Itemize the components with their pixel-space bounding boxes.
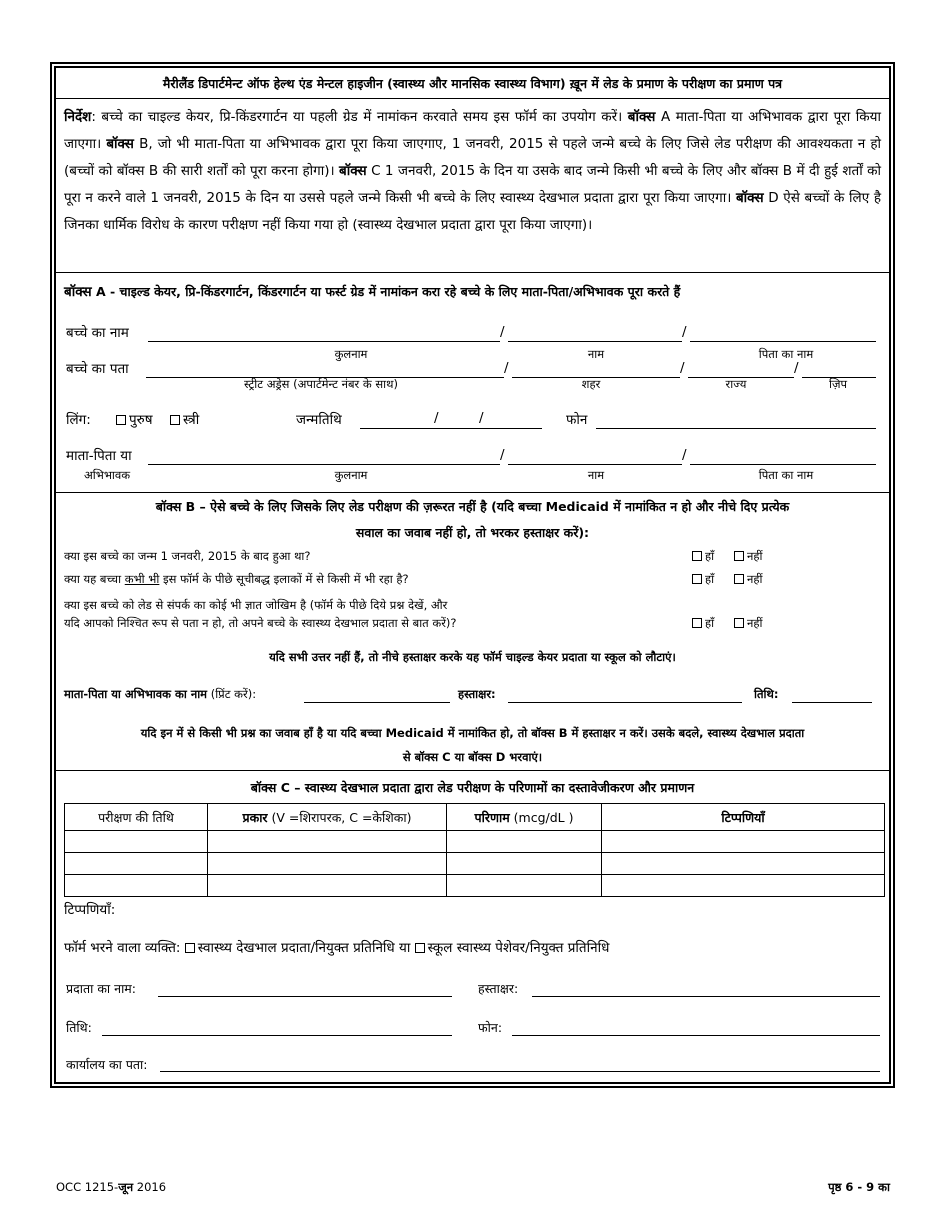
- col-result: परिणाम (mcg/dL ): [447, 804, 602, 831]
- q3-yes-checkbox[interactable]: हाँ: [692, 616, 714, 631]
- divider: [56, 770, 889, 771]
- office-address-field[interactable]: [160, 1071, 880, 1072]
- child-first-name-field[interactable]: [508, 341, 682, 342]
- signature-field[interactable]: [508, 702, 742, 703]
- q2-no-checkbox[interactable]: नहीं: [734, 572, 762, 587]
- office-address-label: कार्यालय का पता:: [66, 1057, 148, 1072]
- table-header: [65, 804, 885, 831]
- form-code: OCC 1215-जून 2016: [56, 1180, 167, 1194]
- provider-signature-field[interactable]: [532, 996, 880, 997]
- child-name-label: बच्चे का नाम: [66, 325, 129, 341]
- child-address-label: बच्चे का पता: [66, 361, 129, 377]
- col-comments: टिप्पणियाँ: [602, 804, 885, 831]
- q2-yes-checkbox[interactable]: हाँ: [692, 572, 714, 587]
- box-b-note-1: यदि इन में से किसी भी प्रश्न का जवाब हाँ है या यदि बच्चा Medicaid में नामांकित हो, तो बॉक्स B में हस्ताक्षर न करें। उसके बदले, स्वास्थ्य देखभाल प्रदाता: [140, 726, 805, 740]
- provider-date-field[interactable]: [102, 1035, 452, 1036]
- dob-field[interactable]: [360, 428, 542, 429]
- question-3-line-2: यदि आपको निश्चित रूप से पता न हो, तो अपने बच्चे के स्वास्थ्य देखभाल प्रदाता से बात करें)?: [64, 616, 457, 630]
- date-field[interactable]: [792, 702, 872, 703]
- phone-field[interactable]: [596, 428, 876, 429]
- q3-no-checkbox[interactable]: नहीं: [734, 616, 762, 631]
- divider: [56, 272, 889, 273]
- provider-date-label: तिथि:: [66, 1020, 92, 1035]
- parent-label: माता-पिता या: [66, 448, 132, 464]
- instructions: निर्देश: बच्चे का चाइल्ड केयर, प्रि-किंडरगार्टन या पहली ग्रेड में नामांकन करवाते समय इस फॉर्म का उपयोग करें। बॉक्स A माता-पिता या अभिभावक द्वारा पूरा किया जाएगा। बॉक्स B, जो भी माता-पिता या अभिभावक द्वारा पूरा किया जाएगाए, 1 जनवरी, 2015 से पहले जन्मे बच्चे के लिए जिसे लेड परीक्षण की आवश्यकता न हो (बच्चों को बॉक्स B की सारी शर्तों को पूरा करना होगा)। बॉक्स C 1 जनवरी, 2015 के दिन या उसके बाद जन्मे किसी भी बच्चे के लिए और बॉक्स B में दी हुई शर्तों को पूरा न करने वाले 1 जनवरी, 2015 के दिन या उससे पहले जन्मे किसी भी बच्चे के लिए स्वास्थ्य देखभाल प्रदाता द्वारा पूरा किया जाएगा। बॉक्स D ऐसे बच्चों के लिए है जिनका धार्मिक विरोध के कारण परीक्षण नहीं किया गया हो (स्वास्थ्य देखभाल प्रदाता द्वारा पूरा किया जाएगा)।: [64, 109, 881, 233]
- child-surname-field[interactable]: [148, 341, 500, 342]
- school-checkbox[interactable]: [415, 943, 425, 953]
- page-number: पृष्ठ 6 - 9 का: [828, 1180, 890, 1194]
- col-type: प्रकार (V =शिरापरक, C =केशिका): [208, 804, 447, 831]
- box-b-heading-1: बॉक्स B – ऐसे बच्चे के लिए जिसके लिए लेड परीक्षण की ज़रूरत नहीं है (यदि बच्चा Medicaid में नामांकित न हो और नीचे दिए प्रत्येक: [155, 499, 790, 514]
- box-b-heading-2: सवाल का जवाब नहीं हो, तो भरकर हस्ताक्षर करें):: [355, 525, 590, 540]
- provider-name-field[interactable]: [158, 996, 452, 997]
- signature-label: हस्ताक्षर:: [458, 687, 496, 701]
- table-row: [65, 831, 885, 853]
- filled-by-row: फॉर्म भरने वाला व्यक्ति: स्वास्थ्य देखभाल प्रदाता/नियुक्त प्रतिनिधि या स्कूल स्वास्थ्य पेशेवर/नियुक्त प्रतिनिधि: [64, 940, 610, 956]
- question-1: क्या इस बच्चे का जन्म 1 जनवरी, 2015 के बाद हुआ था?: [64, 549, 311, 563]
- gender-label: लिंग:: [66, 412, 91, 428]
- question-2: क्या यह बच्चा कभी भी इस फॉर्म के पीछे सूचीबद्ध इलाकों में से किसी में भी रहा है?: [64, 572, 409, 586]
- parent-surname-field[interactable]: [148, 464, 500, 465]
- divider: [56, 98, 889, 99]
- date-label: तिथि:: [754, 687, 779, 701]
- box-c-heading: बॉक्स C – स्वास्थ्य देखभाल प्रदाता द्वारा लेड परीक्षण के परिणामों का दस्तावेजीकरण और प्रमाणन: [250, 780, 695, 795]
- provider-name-label: प्रदाता का नाम:: [66, 981, 136, 996]
- parent-first-name-field[interactable]: [508, 464, 682, 465]
- q1-yes-checkbox[interactable]: हाँ: [692, 549, 714, 564]
- box-b-note-2: से बॉक्स C या बॉक्स D भरवाएं।: [402, 750, 543, 764]
- col-test-date: परीक्षण की तिथि: [65, 804, 208, 831]
- female-checkbox[interactable]: स्त्री: [170, 410, 199, 428]
- phone-label: फोन: [566, 412, 588, 428]
- question-3-line-1: क्या इस बच्चे को लेड से संपर्क का कोई भी ज्ञात जोखिम है (फॉर्म के पीछे दिये प्रश्न देखें, और: [64, 598, 448, 612]
- all-no-instruction: यदि सभी उत्तर नहीं हैं, तो नीचे हस्ताक्षर करके यह फॉर्म चाइल्ड केयर प्रदाता या स्कूल को लौटाएं।: [269, 650, 676, 664]
- provider-signature-label: हस्ताक्षर:: [478, 981, 519, 996]
- parent-father-name-field[interactable]: [690, 464, 876, 465]
- divider: [56, 492, 889, 493]
- dob-label: जन्मतिथि: [296, 412, 342, 428]
- parent-name-label: माता-पिता या अभिभावक का नाम (प्रिंट करें):: [64, 687, 257, 701]
- provider-phone-field[interactable]: [512, 1035, 880, 1036]
- q1-no-checkbox[interactable]: नहीं: [734, 549, 762, 564]
- provider-phone-label: फोन:: [478, 1020, 503, 1035]
- provider-checkbox[interactable]: [185, 943, 195, 953]
- parent-name-field[interactable]: [304, 702, 450, 703]
- male-checkbox[interactable]: पुरुष: [116, 410, 153, 428]
- table-row: [65, 853, 885, 875]
- child-father-name-field[interactable]: [690, 341, 876, 342]
- results-table: [64, 803, 885, 897]
- table-row: [65, 875, 885, 897]
- comments-label: टिप्पणियाँ:: [64, 902, 116, 918]
- form-frame: मैरीलैंड डिपार्टमेन्ट ऑफ हेल्थ एंड मेन्टल हाइजीन (स्वास्थ्य और मानसिक स्वास्थ्य विभाग) ख़ून में लेड के प्रमाण के परीक्षण का प्रमाण पत्र निर्देश: बच्चे का चाइल्ड केयर, प्रि-किंडरगार्टन या पहली ग्रेड में नामांकन करवाते समय इस फॉर्म का उपयोग करें। बॉक्स A माता-पिता या अभिभावक द्वारा पूरा किया जाएगा। बॉक्स B, जो भी माता-पिता या अभिभावक द्वारा पूरा किया जाएगाए, 1 जनवरी, 2015 से पहले जन्मे बच्चे के लिए जिसे लेड परीक्षण की आवश्यकता न हो (बच्चों को बॉक्स B की सारी शर्तों को पूरा करना होगा)। बॉक्स C 1 जनवरी, 2015 के दिन या उसके बाद जन्मे किसी भी बच्चे के लिए और बॉक्स B में दी हुई शर्तों को पूरा न करने वाले 1 जनवरी, 2015 के दिन या उससे पहले जन्मे किसी भी बच्चे के लिए स्वास्थ्य देखभाल प्रदाता द्वारा पूरा किया जाएगा। बॉक्स D ऐसे बच्चों के लिए है जिनका धार्मिक विरोध के कारण परीक्षण नहीं किया गया हो (स्वास्थ्य देखभाल प्रदाता द्वारा पूरा किया जाएगा)। बॉक्स A - चाइल्ड केयर, प्रि-किंडरगार्टन, किंडरगार्टन या फर्स्ट ग्रेड में नामांकन करा रहे बच्चे के लिए माता-पिता/अभिभावक पूरा करते हैं बच्चे का नाम / / कुलनाम नाम पिता का नाम बच्चे का पता / / / स्ट्रीट अड्रेस (अपार्टमेन्ट नंबर के साथ) शहर राज्य ज़िप लिंग: पुरुष स्त्री जन्मतिथि / / फोन माता-पिता या / / अभिभावक कुलनाम नाम पिता का नाम बॉक्स B – ऐसे बच्चे के लिए जिसके लिए लेड परीक्षण की ज़रूरत नहीं है (यदि बच्चा Medicaid में नामांकित न हो और नीचे दिए प्रत्येक सवाल का जवाब नहीं हो, तो भरकर हस्ताक्षर करें): क्या इस बच्चे का जन्म 1 जनवरी, 2015 के बाद हुआ था? हाँ नहीं क्या यह बच्चा कभी भी इस फॉर्म के पीछे सूचीबद्ध इलाकों में से किसी में भी रहा है? हाँ नहीं क्या इस बच्चे को लेड से संपर्क का कोई भी ज्ञात जोखिम है (फॉर्म के पीछे दिये प्रश्न देखें, और यदि आपको निश्चित रूप से पता न हो, तो अपने बच्चे के स्वास्थ्य देखभाल प्रदाता से बात करें)? हाँ नहीं यदि सभी उत्तर नहीं हैं, तो नीचे हस्ताक्षर करके यह फॉर्म चाइल्ड केयर प्रदाता या स्कूल को लौटाएं। माता-पिता या अभिभावक का नाम (प्रिंट करें): हस्ताक्षर: तिथि: यदि इन में से किसी भी प्रश्न का जवाब हाँ है या यदि बच्चा Medicaid में नामांकित हो, तो बॉक्स B में हस्ताक्षर न करें। उसके बदले, स्वास्थ्य देखभाल प्रदाता से बॉक्स C या बॉक्स D भरवाएं। बॉक्स C – स्वास्थ्य देखभाल प्रदाता द्वारा लेड परीक्षण के परिणामों का दस्तावेजीकरण और प्रमाणन परीक्षण की तिथि प्रकार (V =शिरापरक, C =केशिका) परिणाम (mcg/dL ) टिप्पणियाँ टिप्पणियाँ: फॉर्म भरने वाला व्यक्ति: स्वास्थ्य देखभाल प्रदाता/नियुक्त प्रतिनिधि या स्कूल स्वास्थ्य पेशेवर/नियुक्त प्रतिनिधि प्रदाता का नाम: हस्ताक्षर: तिथि: फोन: कार्यालय का पता:: [54, 66, 891, 1084]
- form-title: मैरीलैंड डिपार्टमेन्ट ऑफ हेल्थ एंड मेन्टल हाइजीन (स्वास्थ्य और मानसिक स्वास्थ्य विभाग) ख़ून में लेड के प्रमाण के परीक्षण का प्रमाण पत्र: [162, 76, 783, 91]
- box-a-heading: बॉक्स A - चाइल्ड केयर, प्रि-किंडरगार्टन, किंडरगार्टन या फर्स्ट ग्रेड में नामांकन करा रहे बच्चे के लिए माता-पिता/अभिभावक पूरा करते हैं: [64, 284, 681, 300]
